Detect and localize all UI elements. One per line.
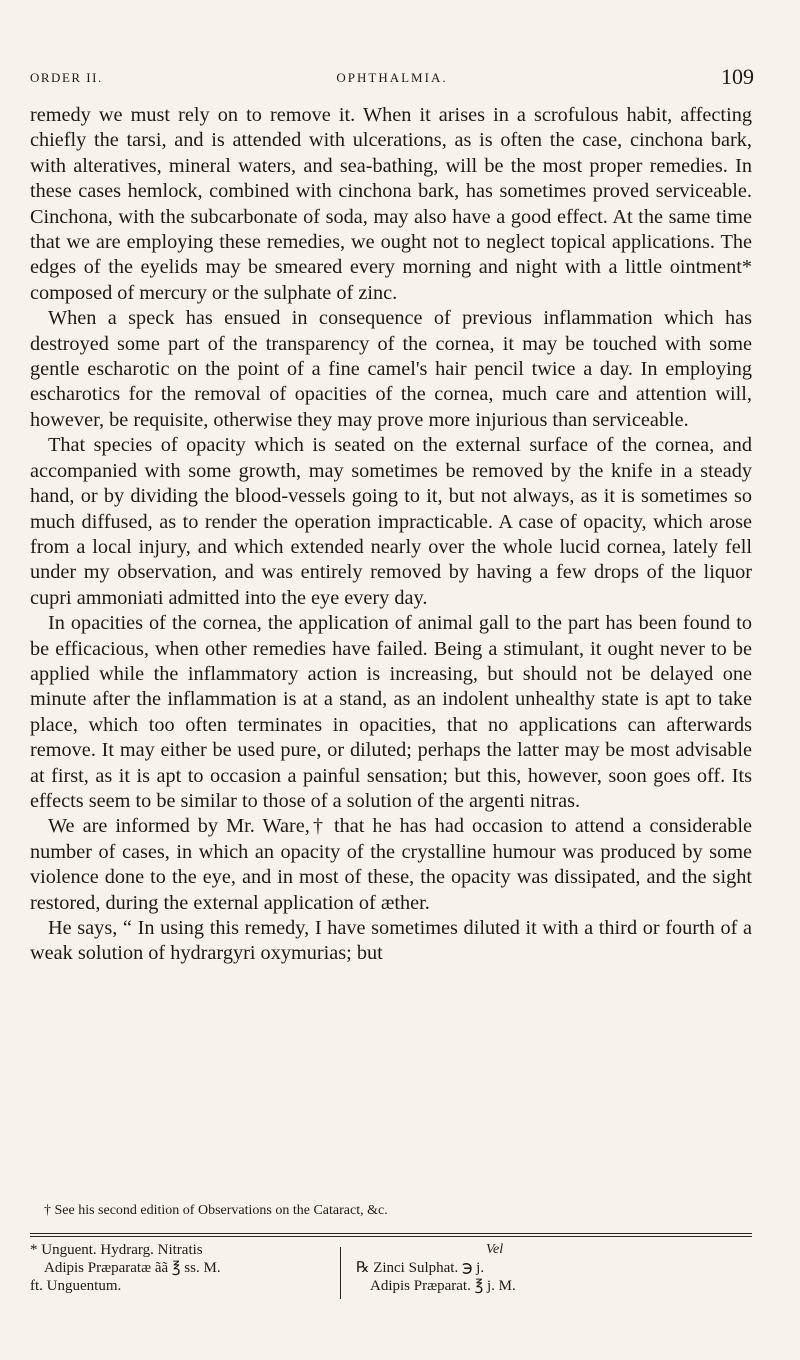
footnote-line: * Unguent. Hydrarg. Nitratis <box>30 1242 203 1258</box>
paragraph: That species of opacity which is seated on the external surface of the cornea, and accompanied with some growth, may sometimes be removed by the knife in a steady hand, or by dividing the blood-vessels going to it, but not always, as it is sometimes so much diffused, as to render the operation impracticable. A case of opacity, which arose from a local injury, and which extended nearly over the whole lucid cornea, lately fell under my observation, and was entirely removed by having a few drops of the liquor cupri ammoniati admitted into the eye every day. <box>30 434 752 609</box>
running-head-left: ORDER II. <box>30 70 103 85</box>
footnote-line: Adipis Præparat. ℥ j. M. <box>370 1278 516 1294</box>
footnote-dagger: † See his second edition of Observations on the Cataract, &c. <box>44 1203 388 1218</box>
paragraph: remedy we must rely on to remove it. When it arises in a scrofulous habit, affecting chiefly the tarsi, and is attended with ulcerations, as is often the case, cinchona bark, with alteratives, mineral waters, and sea-bathing, will be the most proper remedies. In these cases hemlock, combined with cinchona bark, has sometimes proved serviceable. Cinchona, with the subcarbonate of soda, may also have a good effect. At the same time that we are employing these remedies, we ought not to neglect topical applications. The edges of the eyelids may be smeared every morning and night with a little ointment* composed of mercury or the sulphate of zinc. <box>30 104 752 304</box>
page-number: 109 <box>721 64 754 89</box>
footnote-vel-label: Vel <box>486 1242 504 1257</box>
running-head <box>30 56 754 96</box>
footnote-star <box>30 1241 350 1295</box>
rule-line <box>30 1236 752 1237</box>
body-text <box>30 103 752 967</box>
prescription-footnotes <box>30 1241 752 1311</box>
footnote-line: ℞ Zinci Sulphat. ℈ j. <box>356 1260 485 1276</box>
rule-line <box>30 1233 752 1234</box>
running-head-title: OPHTHALMIA. <box>336 70 448 85</box>
paragraph: In opacities of the cornea, the application of animal gall to the part has been found to be efficacious, when other remedies have failed. Being a stimulant, it ought never to be applied while the inflammatory action is increasing, but should not be delayed one minute after the inflammation is at a stand, as an indolent unhealthy state is apt to take place, which too often terminates in opacities, that no applications can afterwards remove. It may either be used pure, or diluted; perhaps the latter may be most advisable at first, as it is apt to occasion a painful sensation; but this, however, soon goes off. Its effects seem to be similar to those of a solution of the argenti nitras. <box>30 612 752 812</box>
paragraph: When a speck has ensued in consequence of previous inflammation which has destroyed some part of the transparency of the cornea, it may be touched with some gentle escharotic on the point of a fine camel's hair pencil twice a day. In employing escharotics for the removal of opacities of the cornea, much care and attention will, however, be requisite, otherwise they may prove more injurious than serviceable. <box>30 307 752 431</box>
footnote-vel <box>356 1241 656 1295</box>
footnote-line: ft. Unguentum. <box>30 1278 122 1294</box>
paragraph: We are informed by Mr. Ware,† that he has had occasion to attend a considerable number of cases, in which an opacity of the crystalline humour was produced by some violence done to the eye, and in most of these, the opacity was dissipated, and the sight restored, during the external application of æther. <box>30 815 752 914</box>
footnote-line: Adipis Præparatæ ãã ℥ ss. M. <box>44 1260 221 1276</box>
paragraph: He says, “ In using this remedy, I have sometimes diluted it with a third or fourth of a weak solution of hydrargyri oxymurias; but <box>30 917 752 965</box>
footnote-divider <box>340 1247 341 1299</box>
footnote-rule <box>30 1233 752 1239</box>
